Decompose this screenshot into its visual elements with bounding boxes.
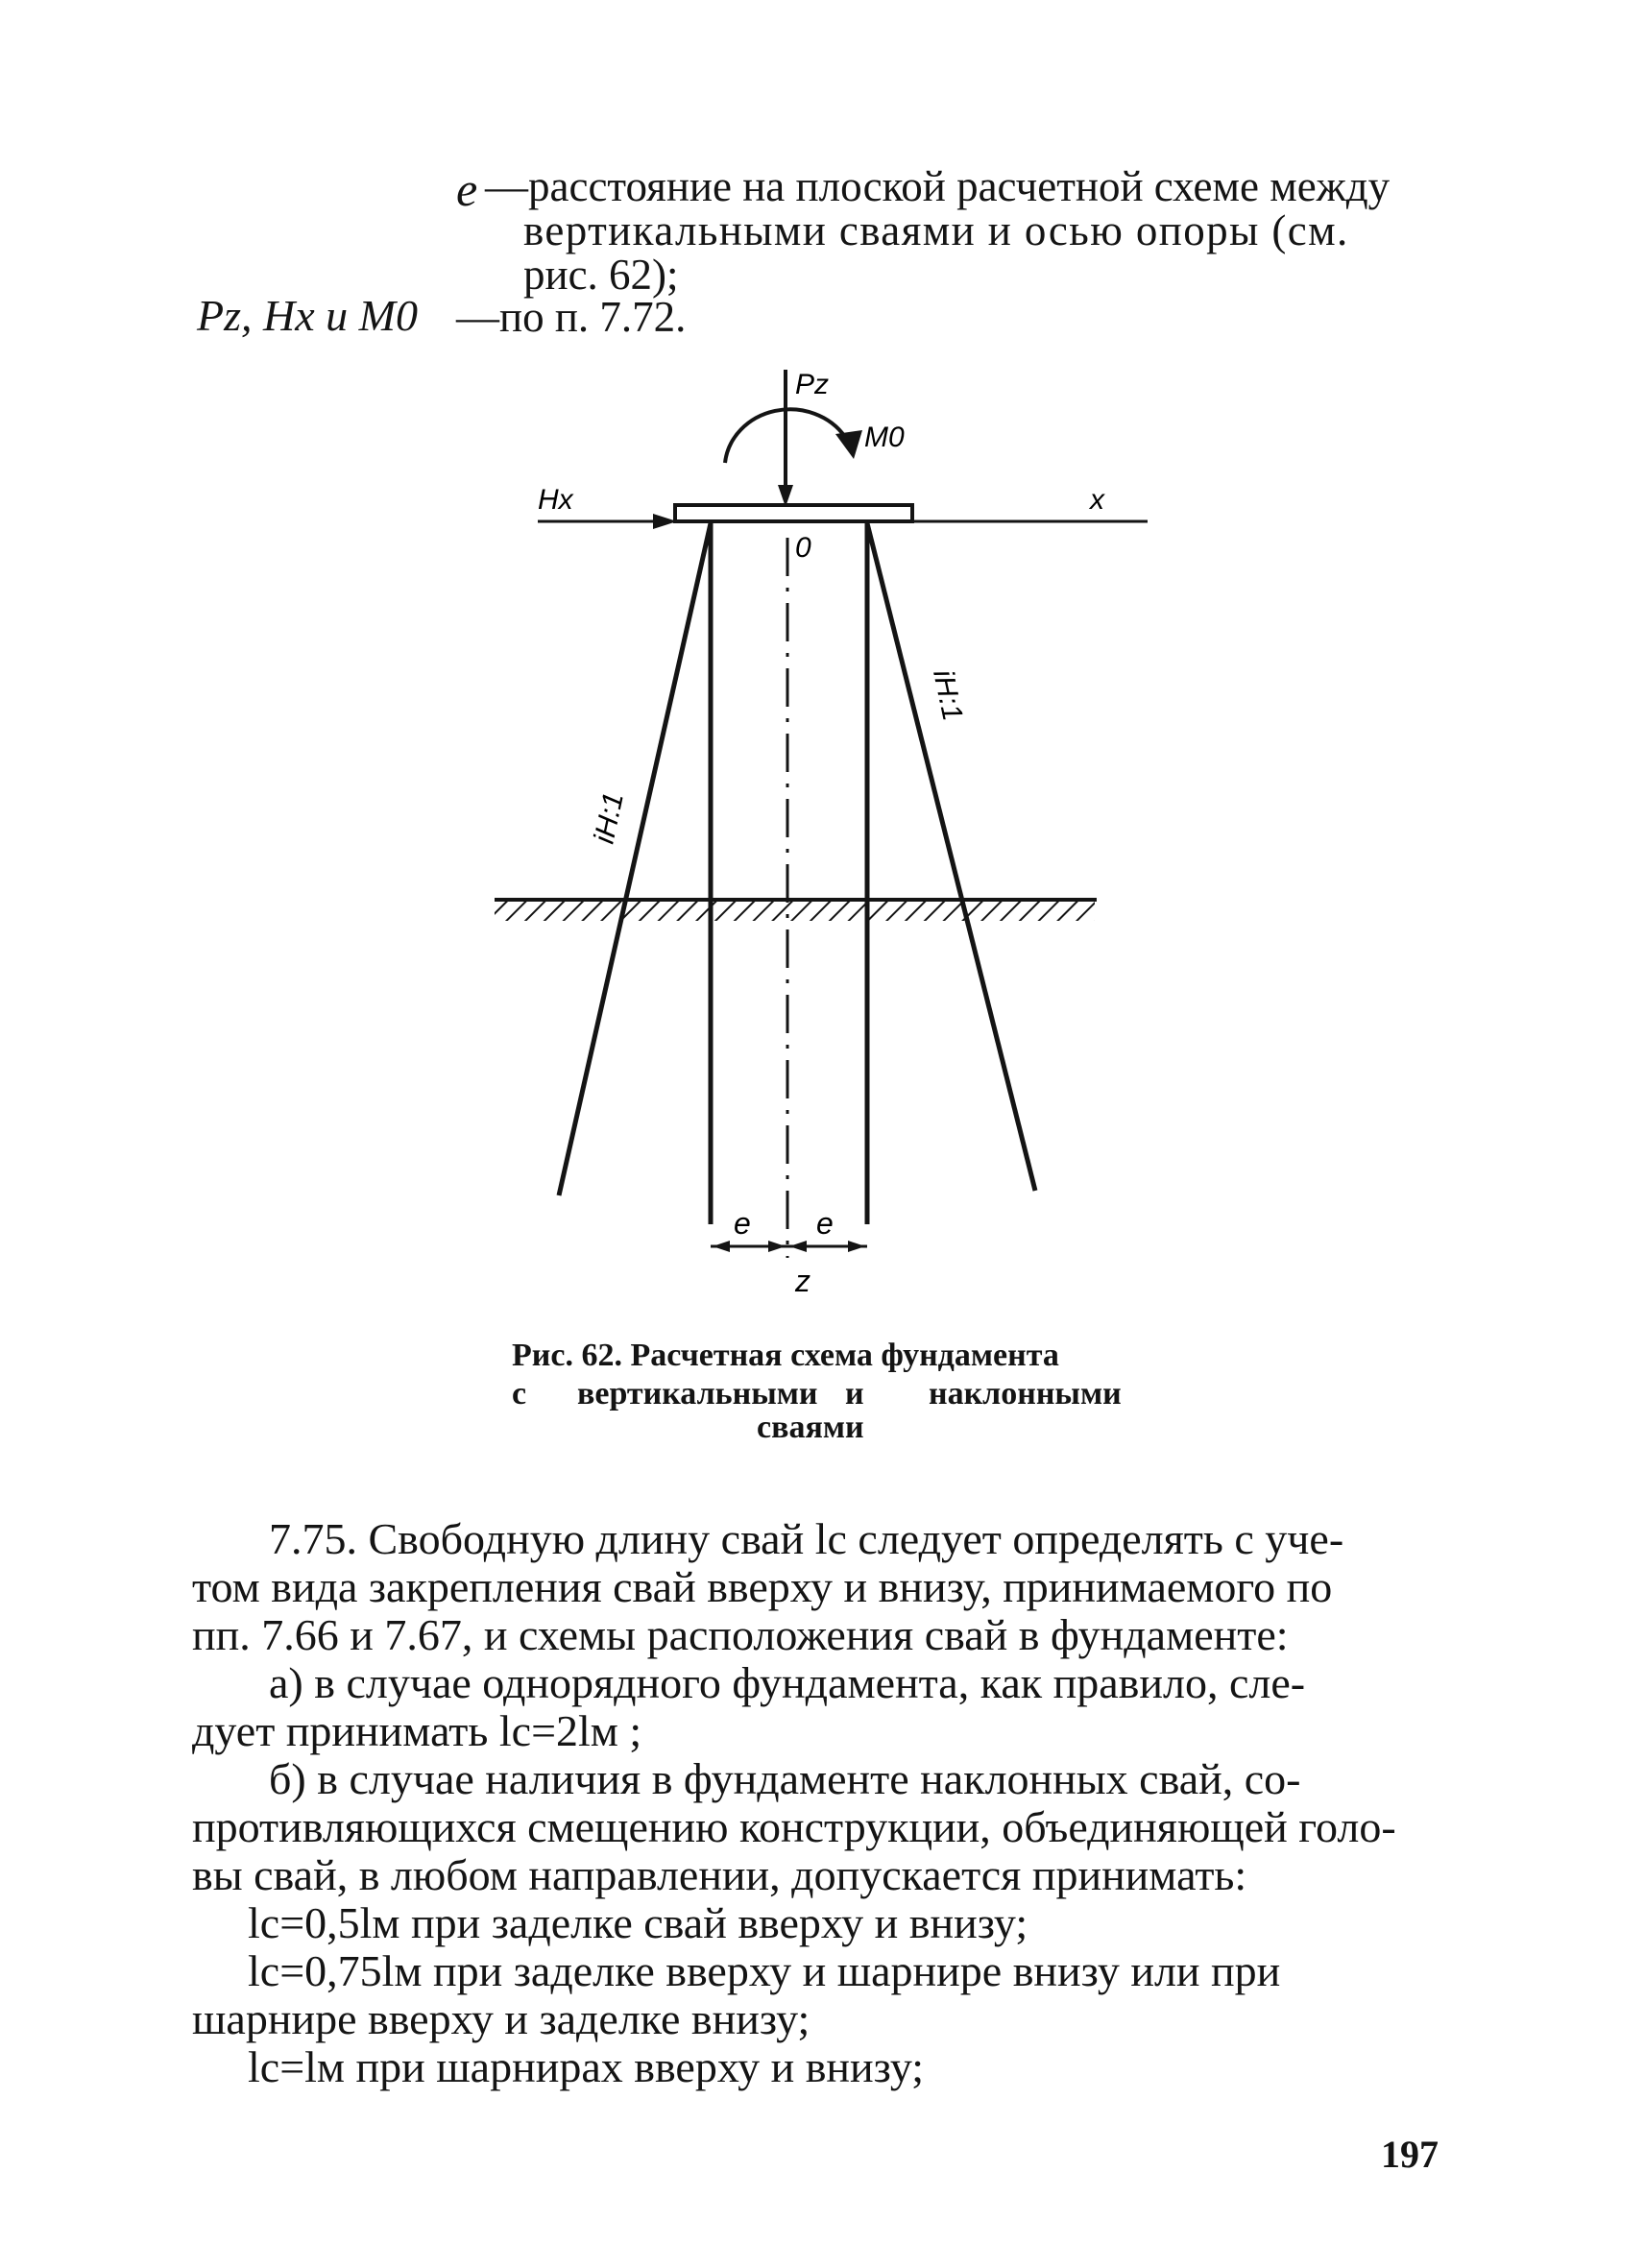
p5-line1: lc=0,75lм при заделке вверху и шарнире внизу или при xyxy=(248,1946,1281,1995)
p2-line2: дует принимать lc=2lм ; xyxy=(192,1706,642,1755)
label-m0: M0 xyxy=(864,422,905,453)
p4-line: lc=0,5lм при заделке свай вверху и внизу; xyxy=(248,1898,1028,1947)
e-definition-line3: рис. 62); xyxy=(523,251,679,299)
p6-line: lc=lм при шарнирах вверху и внизу; xyxy=(248,2042,925,2091)
p2-line1: а) в случае однорядного фундамента, как правило, сле- xyxy=(269,1658,1306,1707)
p1-line2: том вида закрепления свай вверху и внизу, принимаемого по xyxy=(192,1562,1333,1611)
p3-line1: б) в случае наличия в фундаменте наклонных свай, со- xyxy=(269,1754,1301,1803)
label-z: z xyxy=(795,1264,810,1298)
label-e-left: e xyxy=(734,1206,751,1241)
p1-line1: 7.75. Свободную длину свай lc следует определять с уче- xyxy=(269,1514,1344,1563)
p1-line3: пп. 7.66 и 7.67, и схемы расположения свай в фундаменте: xyxy=(192,1610,1289,1659)
e-definition-line1: —расстояние на плоской расчетной схеме между xyxy=(485,162,1391,210)
dim-arrow-right xyxy=(848,1241,865,1252)
caption-line2-a: с xyxy=(512,1376,527,1411)
dim-arrow-center-right xyxy=(789,1241,807,1252)
caption-line2-c: и xyxy=(845,1376,864,1411)
label-x: x xyxy=(1090,484,1104,516)
forces-terms: Pz, Hx и M0 xyxy=(197,291,418,340)
page-number: 197 xyxy=(1381,2133,1439,2176)
label-e-right: e xyxy=(816,1206,834,1241)
p3-line2: противляющихся смещению конструкции, объединяющей голо- xyxy=(192,1802,1396,1851)
p5-line2: шарнире вверху и заделке внизу; xyxy=(192,1994,810,2043)
caption-line1: Рис. 62. Расчетная схема фундамента xyxy=(512,1338,1059,1373)
m0-arrow-head xyxy=(835,430,862,459)
pile-cap xyxy=(675,505,912,521)
caption-line2-b: вертикальными xyxy=(577,1376,818,1411)
p3-line3: вы свай, в любом направлении, допускается принимать: xyxy=(192,1850,1247,1899)
label-pz: Pz xyxy=(795,369,830,400)
label-slope-left: iH:1 xyxy=(588,789,630,847)
label-slope-right: iH:1 xyxy=(927,666,969,724)
label-o: 0 xyxy=(795,532,811,564)
dim-arrow-center-left xyxy=(768,1241,786,1252)
e-definition-line2: вертикальными сваями и осью опоры (см. xyxy=(523,206,1349,254)
inclined-pile-right xyxy=(867,523,1035,1191)
caption-line3: сваями xyxy=(757,1410,864,1445)
forces-definition: —по п. 7.72. xyxy=(456,293,687,341)
inclined-pile-left xyxy=(559,523,711,1195)
ground-hatching xyxy=(495,900,1095,921)
label-hx: Hx xyxy=(538,484,573,516)
caption-line2-d: наклонными xyxy=(929,1376,1122,1411)
dim-arrow-left xyxy=(713,1241,730,1252)
e-symbol: e xyxy=(456,162,478,216)
